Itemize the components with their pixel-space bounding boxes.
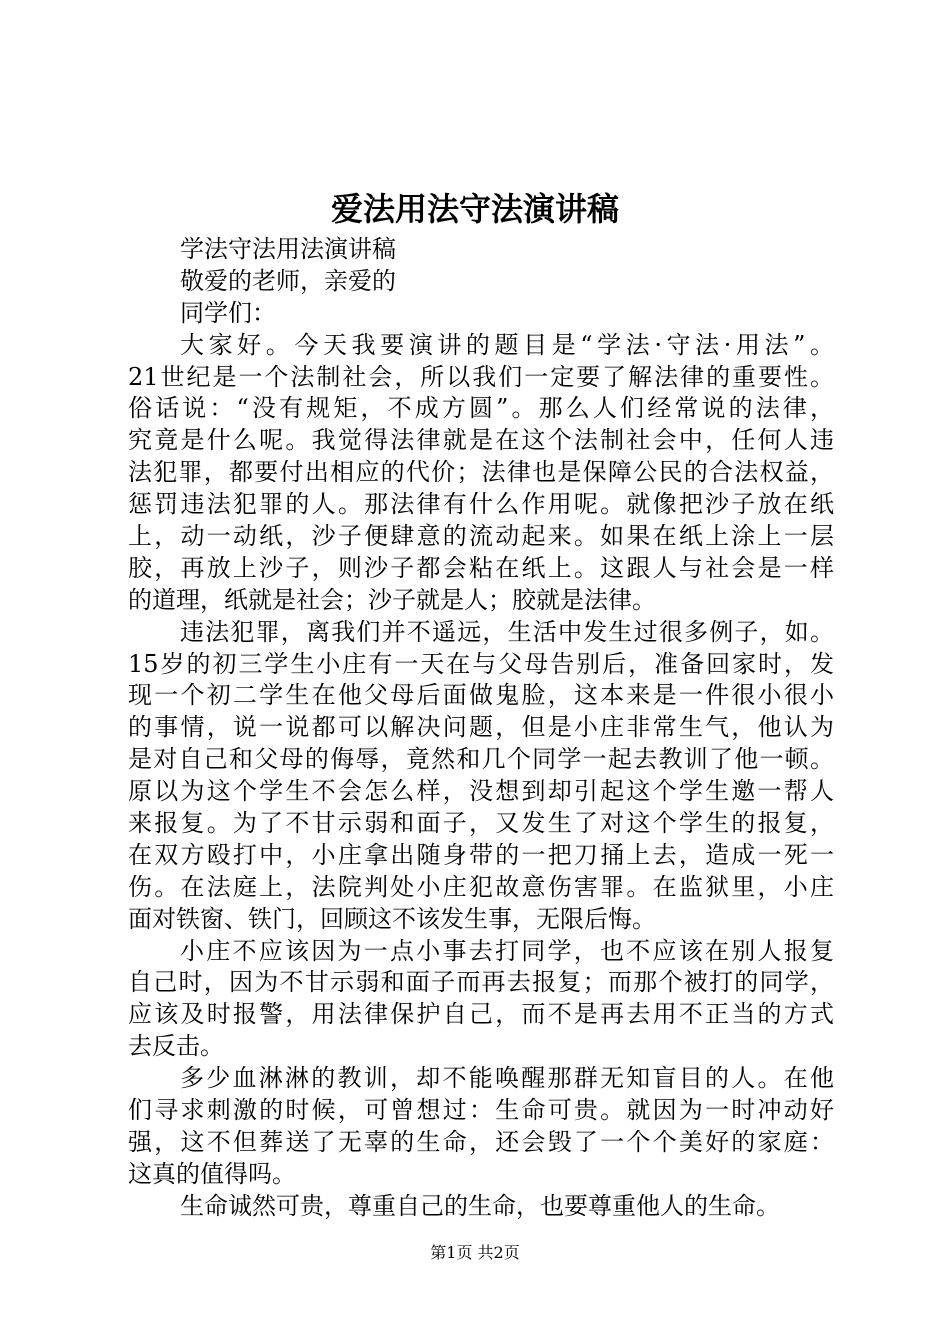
paragraph-line: 21世纪是一个法制社会，所以我们一定要了解法律的重要性。 <box>128 362 834 391</box>
paragraph-container <box>128 330 834 1223</box>
paragraph-line: 应该及时报警，用法律保护自己，而不是再去用不正当的方式 <box>128 1000 834 1029</box>
paragraph-line: 来报复。为了不甘示弱和面子，又发生了对这个学生的报复， <box>128 809 834 838</box>
salutation-line-1: 敬爱的老师，亲爱的 <box>180 266 396 295</box>
paragraph-line: 惩罚违法犯罪的人。那法律有什么作用呢。就像把沙子放在纸 <box>128 490 834 519</box>
paragraph-line: 面对铁窗、铁门，回顾这不该发生事，无限后悔。 <box>128 904 656 933</box>
salutation-line-2: 同学们： <box>180 298 276 327</box>
paragraph-line: 小庄不应该因为一点小事去打同学，也不应该在别人报复 <box>180 936 834 965</box>
paragraph-line: 胶，再放上沙子，则沙子都会粘在纸上。这跟人与社会是一样 <box>128 553 834 582</box>
paragraph-line: 强，这不但葬送了无辜的生命，还会毁了一个个美好的家庭： <box>128 1127 834 1156</box>
paragraph-line: 究竟是什么呢。我觉得法律就是在这个法制社会中，任何人违 <box>128 426 834 455</box>
paragraph-line: 原以为这个学生不会怎么样，没想到却引起这个学生邀一帮人 <box>128 777 834 806</box>
paragraph-line: 现一个初二学生在他父母后面做鬼脸，这本来是一件很小很小 <box>128 681 834 710</box>
paragraph-line: 多少血淋淋的教训，却不能唤醒那群无知盲目的人。在他 <box>180 1064 834 1093</box>
document-title: 爱法用法守法演讲稿 <box>330 190 619 228</box>
paragraph-line: 在双方殴打中，小庄拿出随身带的一把刀捅上去，造成一死一 <box>128 840 834 869</box>
paragraph-line: 生命诚然可贵，尊重自己的生命，也要尊重他人的生命。 <box>180 1191 780 1220</box>
page-number-footer: 第1页 共2页 <box>430 1243 520 1262</box>
paragraph-line: 俗话说：“没有规矩，不成方圆”。那么人们经常说的法律， <box>128 394 834 423</box>
paragraph-line: 去反击。 <box>128 1032 224 1061</box>
paragraph-line: 自己时，因为不甘示弱和面子而再去报复；而那个被打的同学， <box>128 968 834 997</box>
paragraph-line: 的道理，纸就是社会；沙子就是人；胶就是法律。 <box>128 585 656 614</box>
paragraph-line: 的事情，说一说都可以解决问题，但是小庄非常生气，他认为 <box>128 713 834 742</box>
paragraph-line: 是对自己和父母的侮辱，竟然和几个同学一起去教训了他一顿。 <box>128 745 834 774</box>
paragraph-line: 大家好。今天我要演讲的题目是“学法·守法·用法”。 <box>180 330 834 359</box>
paragraph-line: 15岁的初三学生小庄有一天在与父母告别后，准备回家时，发 <box>128 649 834 678</box>
paragraph-line: 上，动一动纸，沙子便肆意的流动起来。如果在纸上涂上一层 <box>128 522 834 551</box>
paragraph-line: 们寻求刺激的时候，可曾想过：生命可贵。就因为一时冲动好 <box>128 1096 834 1125</box>
paragraph-line: 法犯罪，都要付出相应的代价；法律也是保障公民的合法权益， <box>128 458 834 487</box>
document-subtitle: 学法守法用法演讲稿 <box>180 235 396 263</box>
paragraph-line: 伤。在法庭上，法院判处小庄犯故意伤害罪。在监狱里，小庄 <box>128 872 834 901</box>
document-body <box>128 234 834 1223</box>
paragraph-line: 违法犯罪，离我们并不遥远，生活中发生过很多例子，如。 <box>180 617 834 646</box>
paragraph-line: 这真的值得吗。 <box>128 1159 296 1188</box>
